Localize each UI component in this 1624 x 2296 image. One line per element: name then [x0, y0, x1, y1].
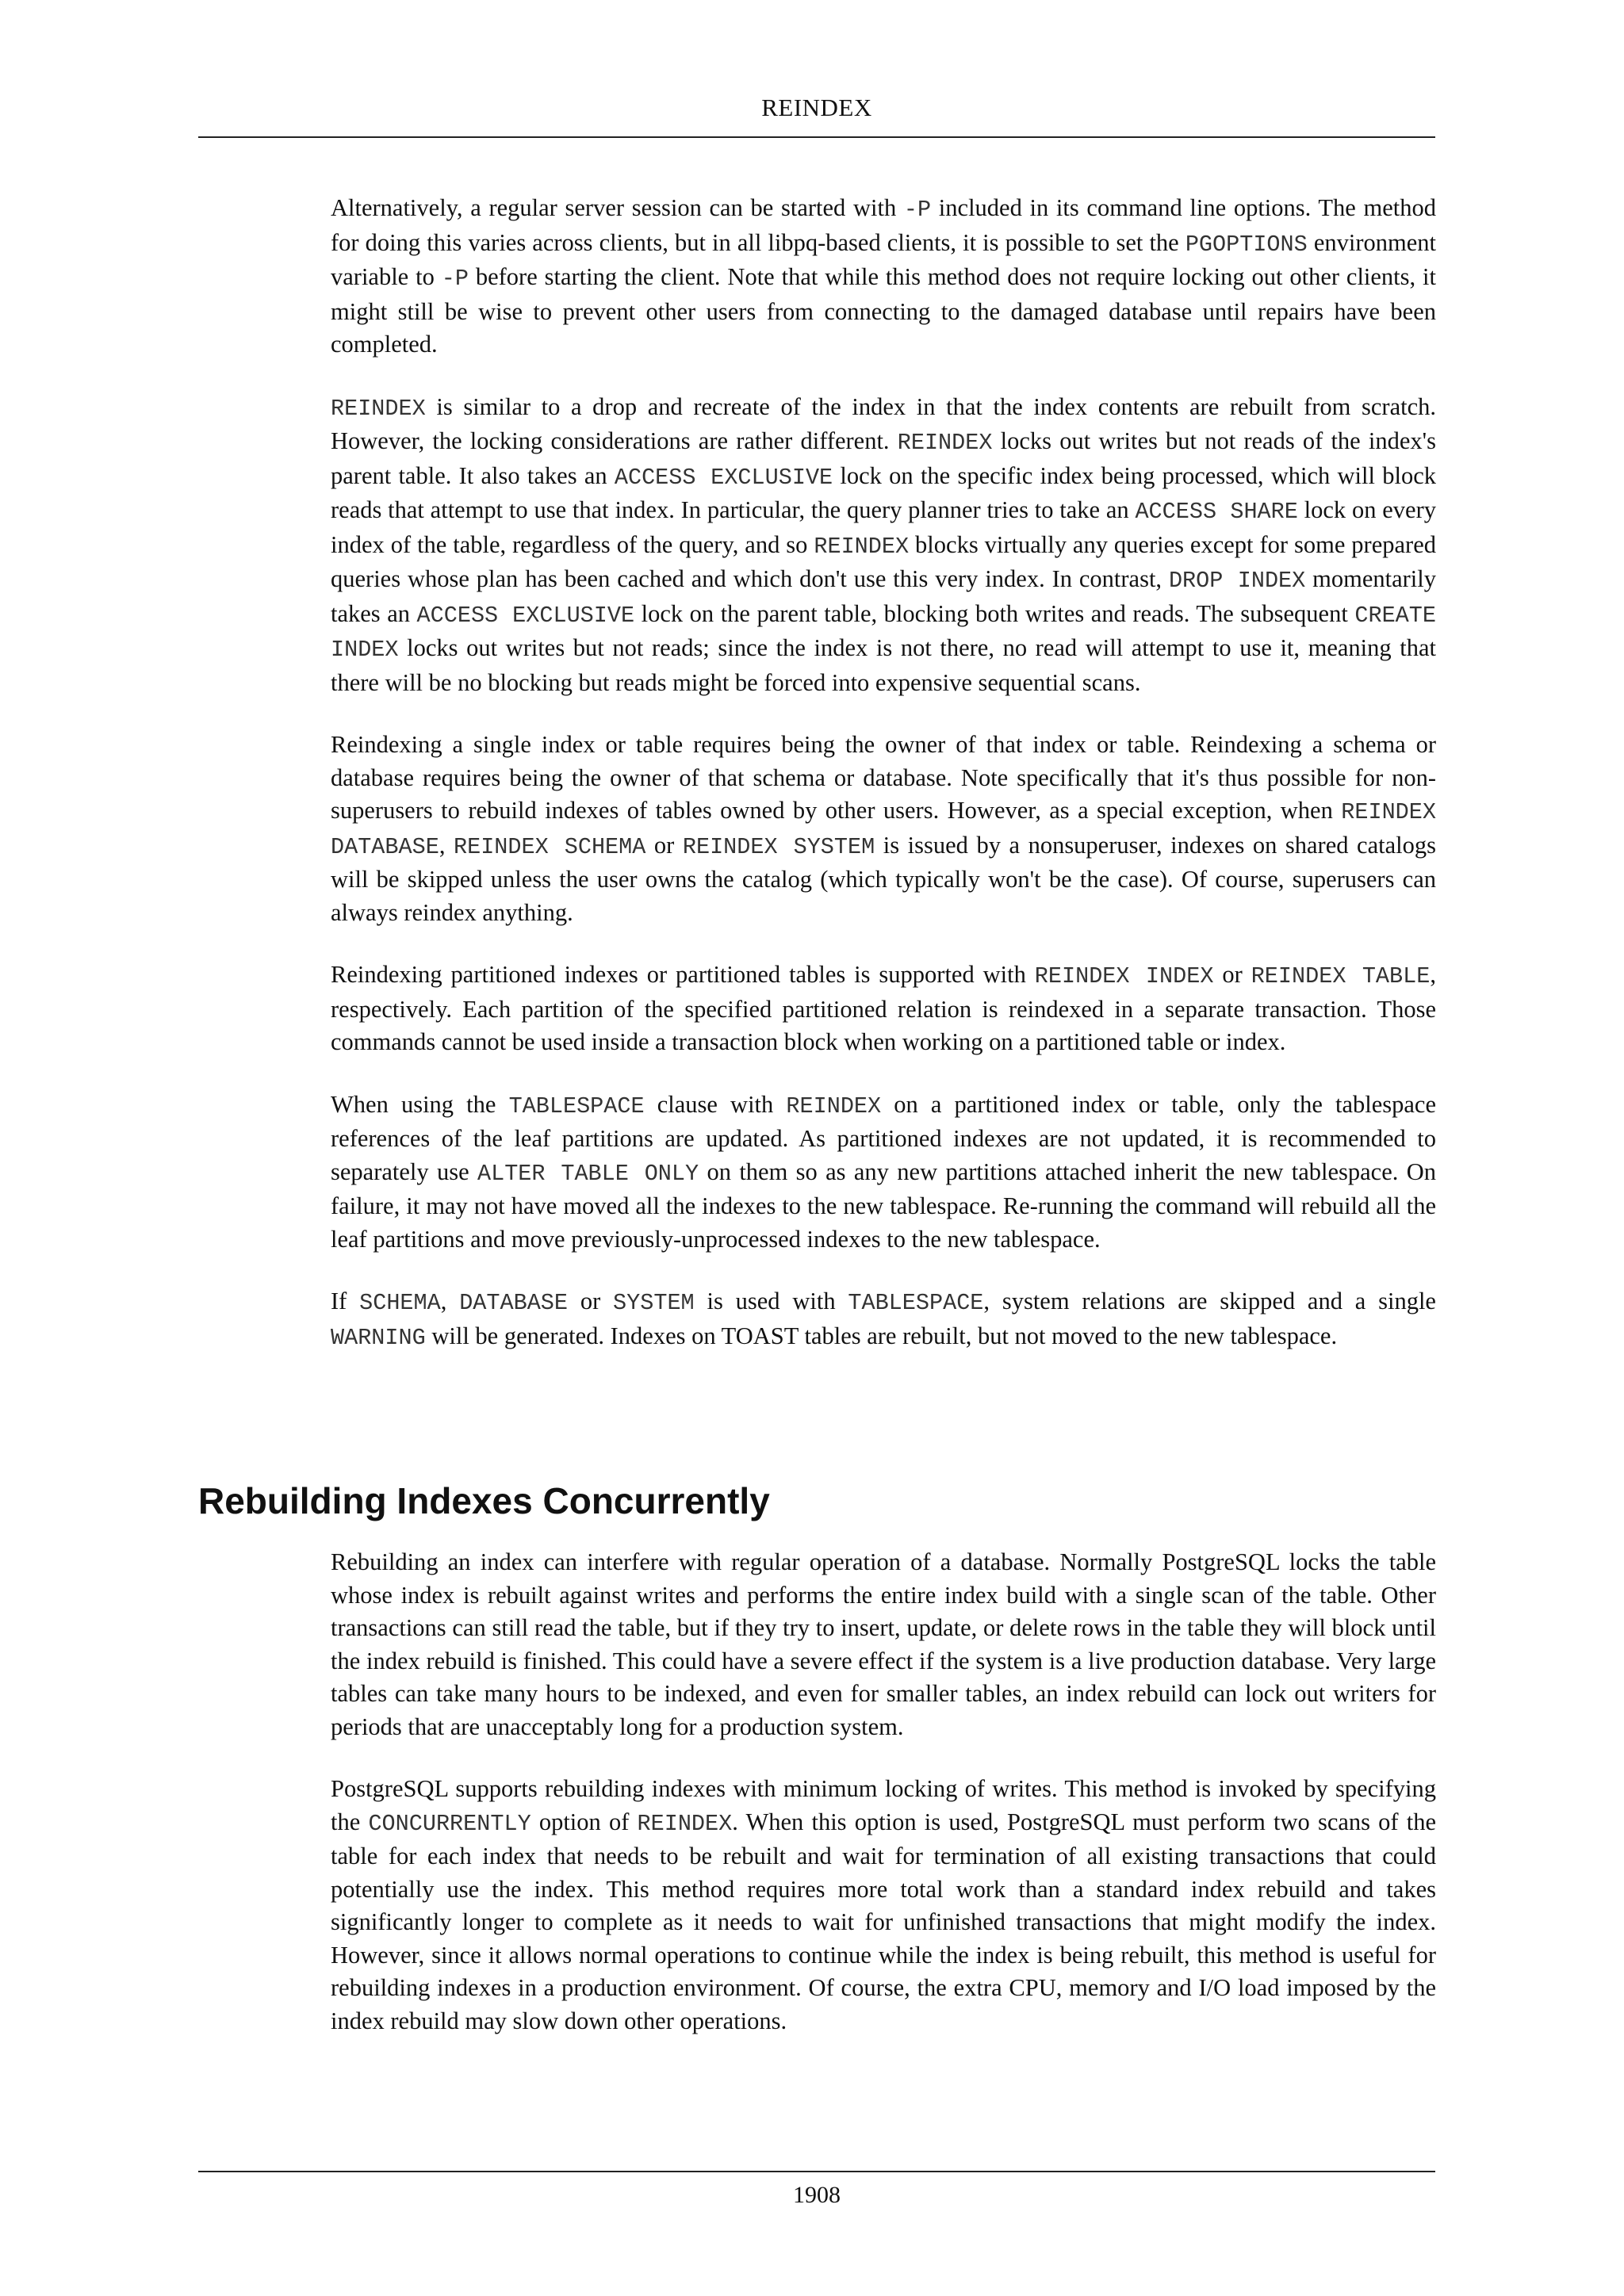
- text-run: lock on the specific index being processed, which will block reads that attempt to use that index. In particular, the query planner tries to take an: [331, 461, 1436, 523]
- inline-code: REINDEX: [637, 1810, 733, 1837]
- paragraph: [331, 1285, 1436, 1354]
- text-run: lock on the parent table, blocking both writes and reads. The subsequent: [634, 599, 1355, 627]
- text-run: environment variable to: [331, 228, 1436, 290]
- inline-code: REINDEX INDEX: [1034, 963, 1214, 989]
- text-run: is similar to a drop and recreate of the index in that the index contents are rebuilt from scratch. However, the locking considerations are rather different.: [331, 392, 1436, 454]
- text-run: or: [1213, 961, 1251, 988]
- inline-code: REINDEX DATABASE: [331, 799, 1436, 860]
- text-run: locks out writes but not reads of the index's parent table. It also takes an: [331, 427, 1436, 489]
- text-run: on them so as any new partitions attached inherit the new tablespace. On failure, it may not have moved all the indexes to the new tablespace. Re-running the command will rebuild all the leaf partitions and move previously-unprocessed indexes to the new tablespace.: [331, 1158, 1436, 1253]
- paragraph: [331, 959, 1436, 1059]
- inline-code: CONCURRENTLY: [368, 1810, 531, 1837]
- text-run: is used with: [694, 1288, 848, 1314]
- paragraph: [331, 1089, 1436, 1257]
- inline-code: CREATE INDEX: [331, 602, 1436, 663]
- text-run: will be generated. Indexes on TOAST tables are rebuilt, but not moved to the new tablespace.: [425, 1322, 1338, 1349]
- body-section-reindex-notes: [331, 192, 1436, 1383]
- text-run: PostgreSQL supports rebuilding indexes with minimum locking of writes. This method is invoked by specifying the: [331, 1775, 1436, 1835]
- text-run: included in its command line options. The method for doing this varies across clients, but in all libpq-based clients, it is possible to set the: [331, 194, 1436, 256]
- text-run: ,: [440, 1288, 460, 1314]
- text-run: locks out writes but not reads; since the index is not there, no read will attempt to use it, meaning that there will be no blocking but reads might be forced into expensive sequential scans.: [331, 634, 1436, 696]
- inline-code: SCHEMA: [359, 1290, 441, 1316]
- text-run: or: [568, 1288, 614, 1314]
- text-run: Rebuilding an index can interfere with regular operation of a database. Normally PostgreSQL locks the table whose index is rebuilt against writes and performs the entire index build with a single scan of the table. Other transactions can still read the table, but if they try to insert, update, or delete rows in the table they will block until the index rebuild is finished. This could have a severe effect if the system is a live production database. Very large tables can take many hours to be indexed, and even for smaller tables, an index rebuild can lock out writers for periods that are unacceptably long for a production system.: [331, 1548, 1436, 1740]
- text-run: , system relations are skipped and a single: [983, 1288, 1436, 1314]
- header-rule: [198, 136, 1435, 138]
- page-number: 1908: [793, 2182, 841, 2208]
- text-run: momentarily takes an: [331, 565, 1436, 627]
- inline-code: REINDEX SYSTEM: [682, 833, 875, 860]
- inline-code: TABLESPACE: [848, 1290, 984, 1316]
- text-run: is issued by a nonsuperuser, indexes on shared catalogs will be skipped unless the user owns the catalog (which typically won't be the case). Of course, superusers can always reindex anything.: [331, 831, 1436, 926]
- inline-code: -P: [903, 197, 932, 223]
- inline-code: PGOPTIONS: [1185, 231, 1308, 258]
- text-run: blocks virtually any queries except for some prepared queries whose plan has been cached and which don't use this very index. In contrast,: [331, 530, 1436, 592]
- inline-code: REINDEX: [814, 533, 910, 560]
- text-run: or: [645, 831, 683, 859]
- text-run: When using the: [331, 1090, 509, 1118]
- inline-code: ACCESS SHARE: [1135, 499, 1298, 525]
- text-run: before starting the client. Note that while this method does not require locking out other clients, it might still be wise to prevent other users from connecting to the damaged database until repairs have been completed.: [331, 263, 1436, 358]
- inline-code: ALTER TABLE ONLY: [477, 1160, 699, 1187]
- inline-code: TABLESPACE: [508, 1093, 645, 1119]
- text-run: Alternatively, a regular server session can be started with: [331, 194, 904, 221]
- text-run: . When this option is used, PostgreSQL must perform two scans of the table for each index that needs to be rebuilt and wait for termination of all existing transactions that could potentially use the index. This method requires more total work than a standard index rebuild and takes significantly longer to complete as it needs to wait for unfinished transactions that might modify the index. However, since it allows normal operations to continue while the index is being rebuilt, this method is useful for rebuilding indexes in a production environment. Of course, the extra CPU, memory and I/O load imposed by the index rebuild may slow down other operations.: [331, 1808, 1437, 2034]
- inline-code: REINDEX TABLE: [1251, 963, 1431, 989]
- inline-code: REINDEX SCHEMA: [454, 833, 646, 860]
- inline-code: -P: [441, 266, 469, 292]
- inline-code: DATABASE: [459, 1290, 569, 1316]
- paragraph: [331, 1546, 1436, 1743]
- text-run: Reindexing partitioned indexes or partitioned tables is supported with: [331, 961, 1035, 988]
- inline-code: REINDEX: [897, 430, 993, 456]
- text-run: clause with: [644, 1090, 787, 1118]
- text-run: on a partitioned index or table, only the tablespace references of the leaf partitions are updated. As partitioned indexes are not updated, it is recommended to separately use: [331, 1090, 1436, 1185]
- paragraph: [331, 391, 1436, 700]
- footer-rule: [198, 2171, 1435, 2172]
- inline-code: ACCESS EXCLUSIVE: [614, 464, 833, 491]
- inline-code: WARNING: [331, 1324, 426, 1351]
- inline-code: REINDEX: [786, 1093, 882, 1119]
- text-run: lock on every index of the table, regardless of the query, and so: [331, 496, 1436, 558]
- body-section-concurrently: [331, 1546, 1436, 2067]
- paragraph: [331, 729, 1436, 929]
- text-run: If: [331, 1288, 360, 1314]
- inline-code: DROP INDEX: [1168, 568, 1306, 594]
- text-run: Reindexing a single index or table requires being the owner of that index or table. Reindexing a schema or database requires being the owner of that schema or database. Note specifically that it's thus possible for non-superusers to rebuild indexes of tables owned by other users. However, as a special exception, when: [331, 731, 1436, 824]
- paragraph: [331, 192, 1436, 362]
- text-run: option of: [530, 1808, 638, 1835]
- paragraph: [331, 1773, 1436, 2038]
- text-run: ,: [439, 831, 454, 859]
- section-heading: Rebuilding Indexes Concurrently: [198, 1480, 770, 1521]
- inline-code: ACCESS EXCLUSIVE: [416, 602, 635, 629]
- text-run: , respectively. Each partition of the specified partitioned relation is reindexed in a separate transaction. Those commands cannot be used inside a transaction block when working on a partitioned table or index.: [331, 961, 1436, 1055]
- inline-code: REINDEX: [331, 395, 426, 422]
- running-header: REINDEX: [761, 94, 872, 121]
- inline-code: SYSTEM: [613, 1290, 695, 1316]
